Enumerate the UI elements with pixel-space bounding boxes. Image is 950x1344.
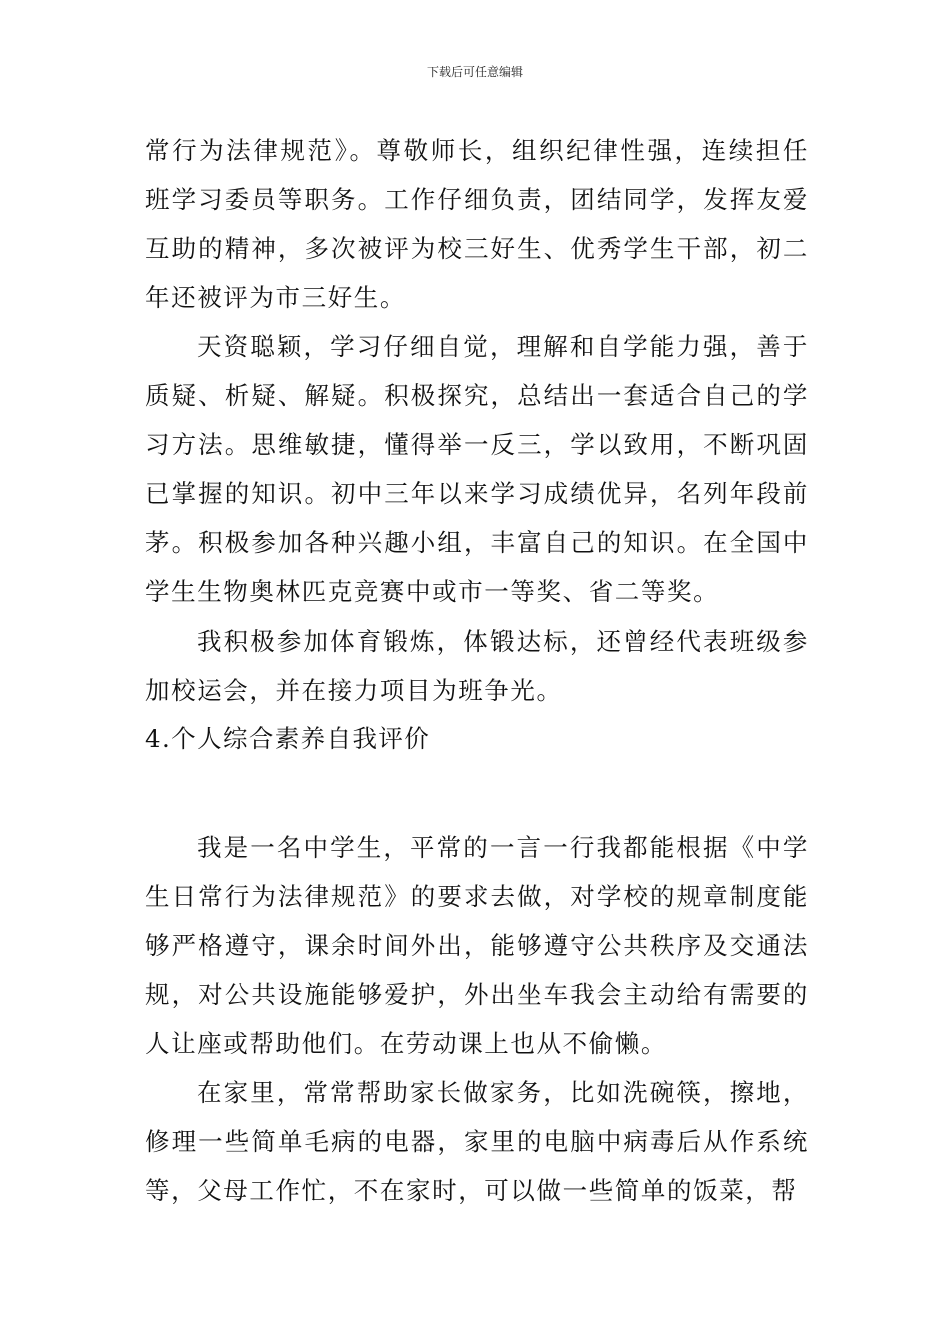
paragraph-text: 天资聪颖，学习仔细自觉，理解和自学能力强，善于质疑、析疑、解疑。积极探究，总结出一套适合自己的学习方法。思维敏捷，懂得举一反三，学以致用，不断巩固已掌握的知识。初中三年以来学习成绩优异，名列年段前茅。积极参加各种兴趣小组，丰富自己的知识。在全国中学生生物奥林匹克竞赛中或市一等奖、省二等奖。 bbox=[145, 332, 809, 606]
paragraph-home bbox=[145, 1068, 809, 1215]
paragraph-conduct-continued bbox=[145, 126, 809, 322]
paragraph-text: 我是一名中学生，平常的一言一行我都能根据《中学生日常行为法律规范》的要求去做，对学校的规章制度能够严格遵守，课余时间外出，能够遵守公共秩序及交通法规，对公共设施能够爱护，外出坐车我会主动给有需要的人让座或帮助他们。在劳动课上也从不偷懒。 bbox=[145, 833, 809, 1058]
paragraph-text: 在家里，常常帮助家长做家务，比如洗碗筷，擦地，修理一些简单毛病的电器，家里的电脑中病毒后从作系统等，父母工作忙，不在家时，可以做一些简单的饭菜，帮 bbox=[145, 1078, 809, 1205]
page-header: 下载后可任意编辑 bbox=[426, 65, 523, 79]
paragraph-study bbox=[145, 322, 809, 616]
paragraph-sports bbox=[145, 617, 809, 715]
paragraph-self-evaluation bbox=[145, 823, 809, 1068]
paragraph-text: 常行为法律规范》。尊敬师长，组织纪律性强，连续担任班学习委员等职务。工作仔细负责，团结同学，发挥友爱互助的精神，多次被评为校三好生、优秀学生干部，初二年还被评为市三好生。 bbox=[145, 136, 809, 312]
section-heading: 4.个人综合素养自我评价 bbox=[145, 724, 431, 753]
paragraph-text: 我积极参加体育锻炼，体锻达标，还曾经代表班级参加校运会，并在接力项目为班争光。 bbox=[145, 627, 809, 705]
